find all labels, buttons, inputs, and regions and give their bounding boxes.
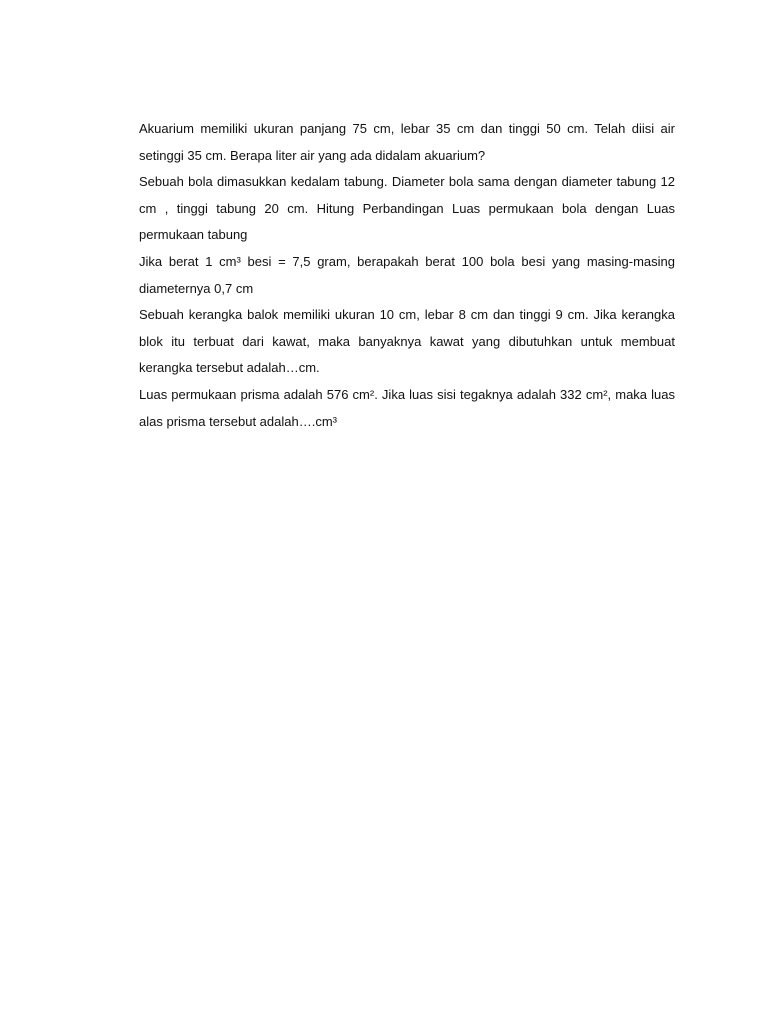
question-block-frame: Sebuah kerangka balok memiliki ukuran 10 cm, lebar 8 cm dan tinggi 9 cm. Jika kerangka blok itu terbuat dari kawat, maka banyaknya kawat yang dibutuhkan untuk membuat kerangka tersebut adalah…cm. [139, 307, 675, 376]
question-sphere-cylinder: Sebuah bola dimasukkan kedalam tabung. Diameter bola sama dengan diameter tabung 12 cm , tinggi tabung 20 cm. Hitung Perbandingan Luas permukaan bola dengan Luas permukaan tabung [139, 174, 675, 243]
question-prism: Luas permukaan prisma adalah 576 cm². Jika luas sisi tegaknya adalah 332 cm², maka luas alas prisma tersebut adalah….cm³ [139, 386, 675, 429]
question-iron-balls: Jika berat 1 cm³ besi = 7,5 gram, berapakah berat 100 bola besi yang masing-masing diameternya 0,7 cm [139, 253, 675, 296]
question-aquarium: Akuarium memiliki ukuran panjang 75 cm, lebar 35 cm dan tinggi 50 cm. Telah diisi air setinggi 35 cm. Berapa liter air yang ada didalam akuarium? [139, 121, 675, 163]
document-body [139, 116, 675, 435]
